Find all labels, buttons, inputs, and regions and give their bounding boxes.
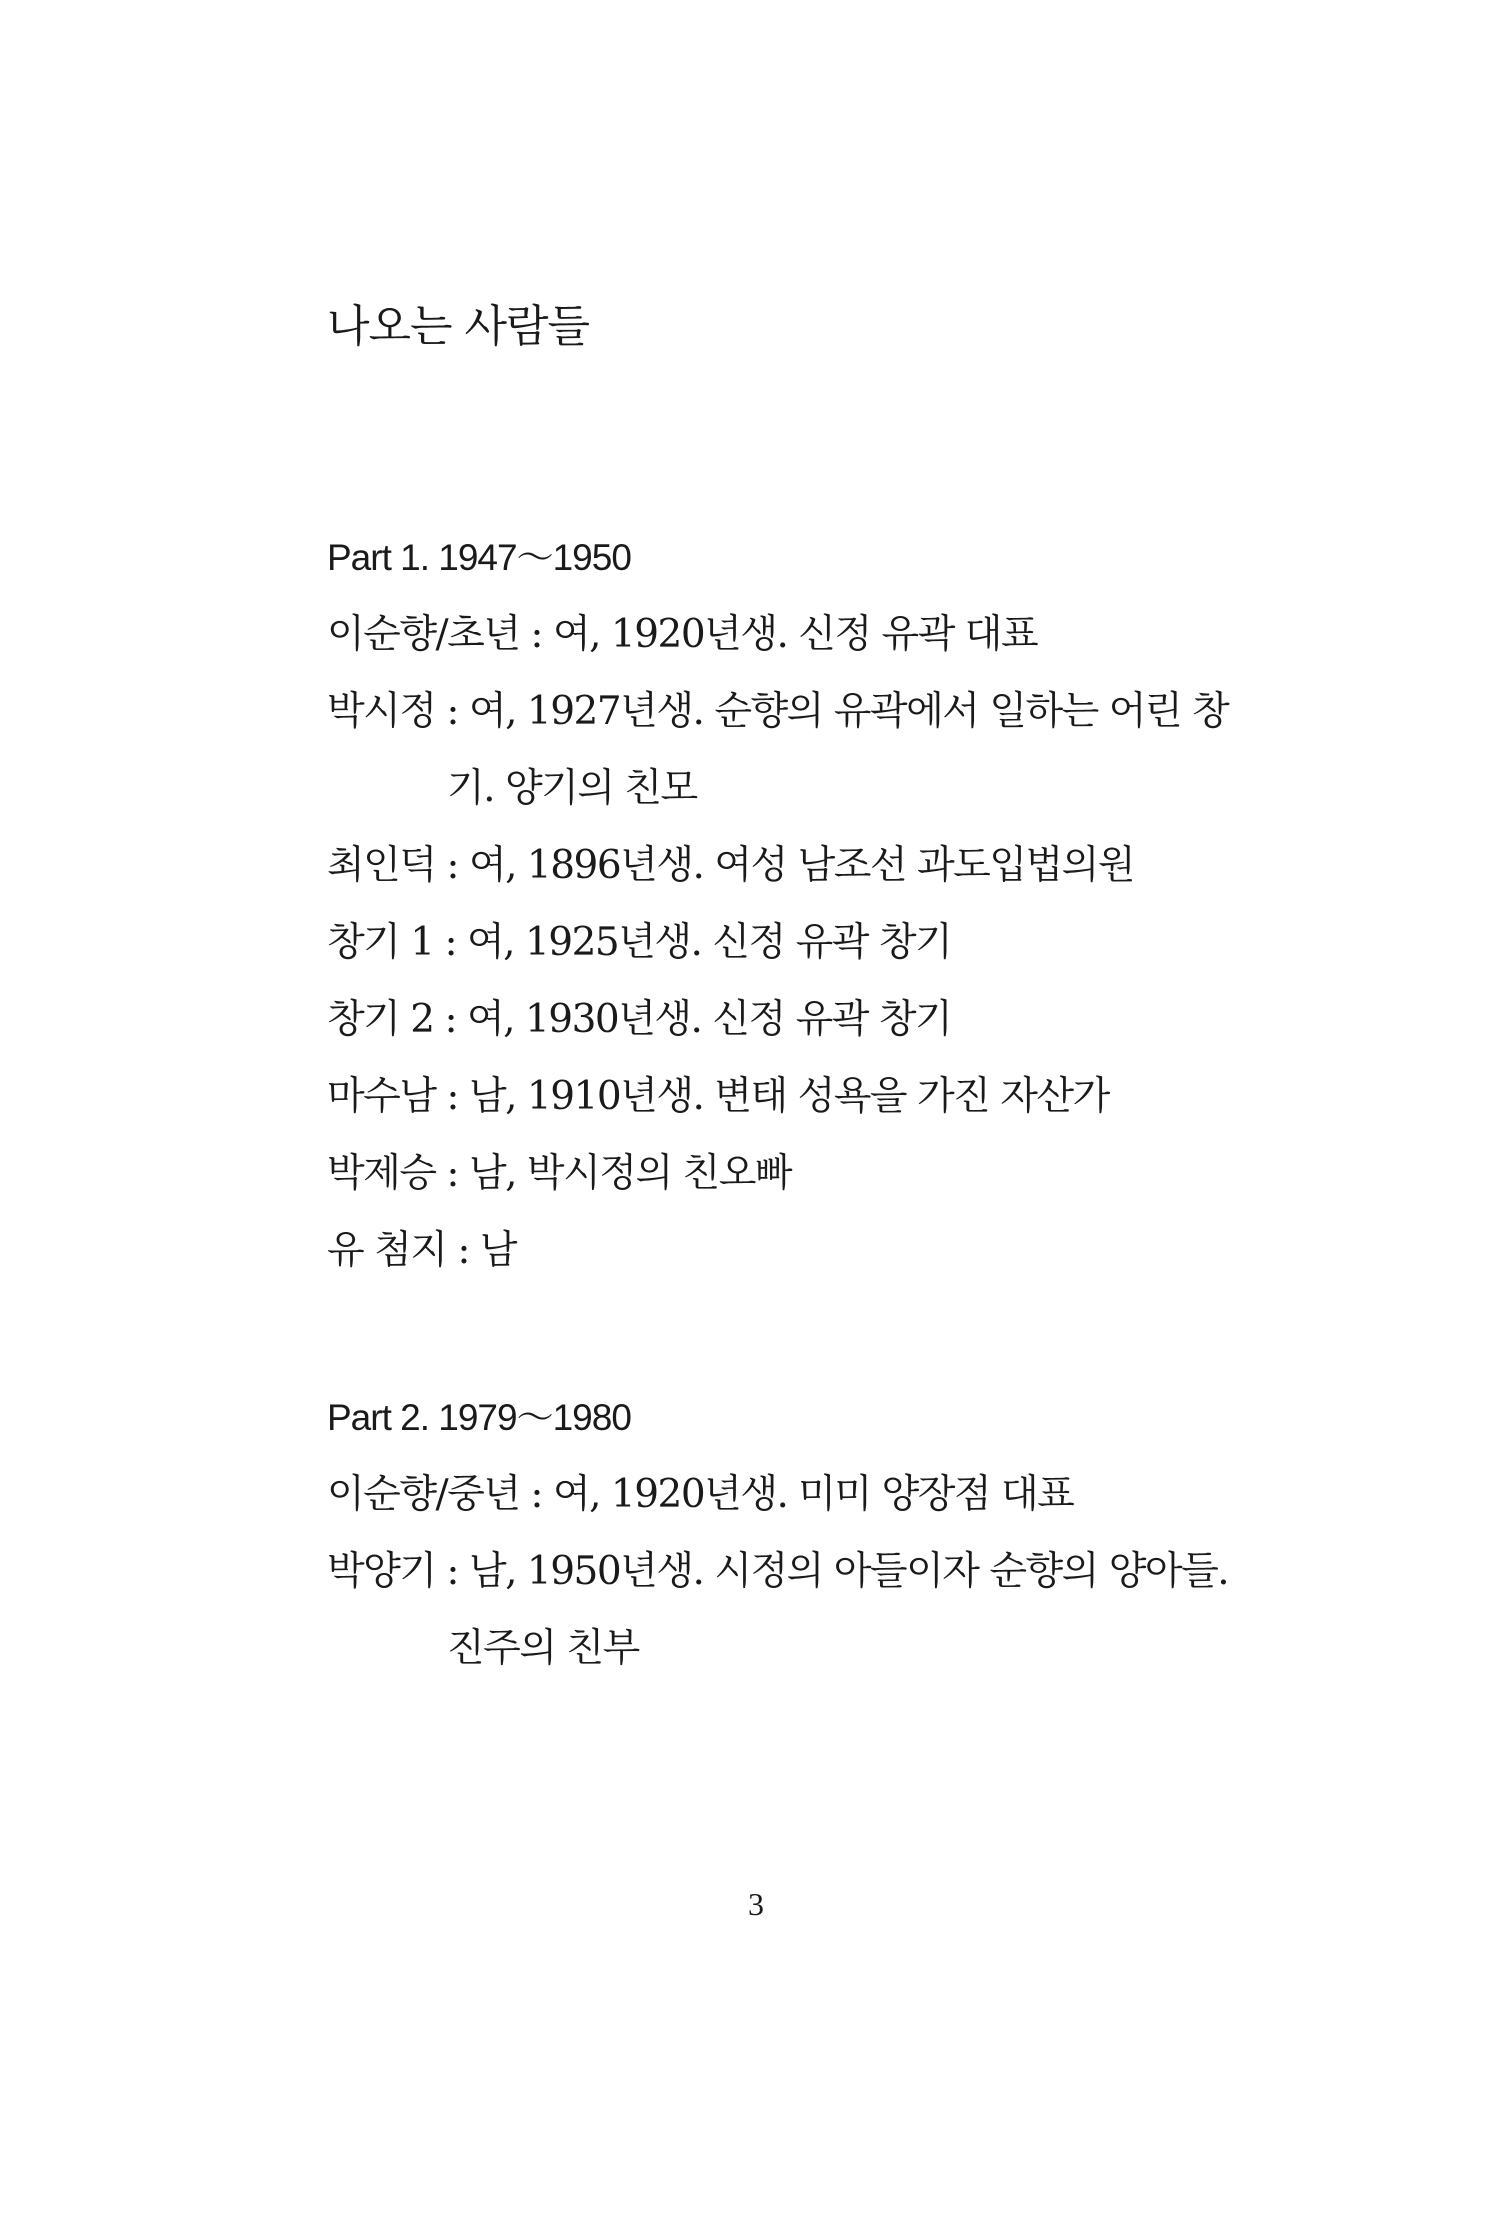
character-line: 이순향/초년 : 여, 1920년생. 신정 유곽 대표	[327, 612, 1038, 657]
page-number: 3	[748, 1886, 764, 1922]
character-line: 박시정 : 여, 1927년생. 순향의 유곽에서 일하는 어린 창	[327, 689, 1229, 734]
character-line: 유 첨지 : 남	[327, 1228, 517, 1273]
character-line: 최인덕 : 여, 1896년생. 여성 남조선 과도입법의원	[327, 843, 1135, 888]
character-line-continuation: 진주의 친부	[447, 1626, 639, 1671]
character-line: 박제승 : 남, 박시정의 친오빠	[327, 1151, 792, 1196]
part1-heading: Part 1. 1947～1950	[327, 537, 631, 578]
character-line: 박양기 : 남, 1950년생. 시정의 아들이자 순향의 양아들.	[327, 1549, 1229, 1594]
character-line-continuation: 기. 양기의 친모	[447, 766, 697, 811]
character-line: 창기 1 : 여, 1925년생. 신정 유곽 창기	[327, 920, 952, 965]
character-line: 이순향/중년 : 여, 1920년생. 미미 양장점 대표	[327, 1472, 1074, 1517]
part2-heading: Part 2. 1979～1980	[327, 1397, 631, 1438]
character-line: 마수남 : 남, 1910년생. 변태 성욕을 가진 자산가	[327, 1074, 1109, 1119]
page-title: 나오는 사람들	[327, 301, 590, 352]
character-line: 창기 2 : 여, 1930년생. 신정 유곽 창기	[327, 997, 952, 1042]
